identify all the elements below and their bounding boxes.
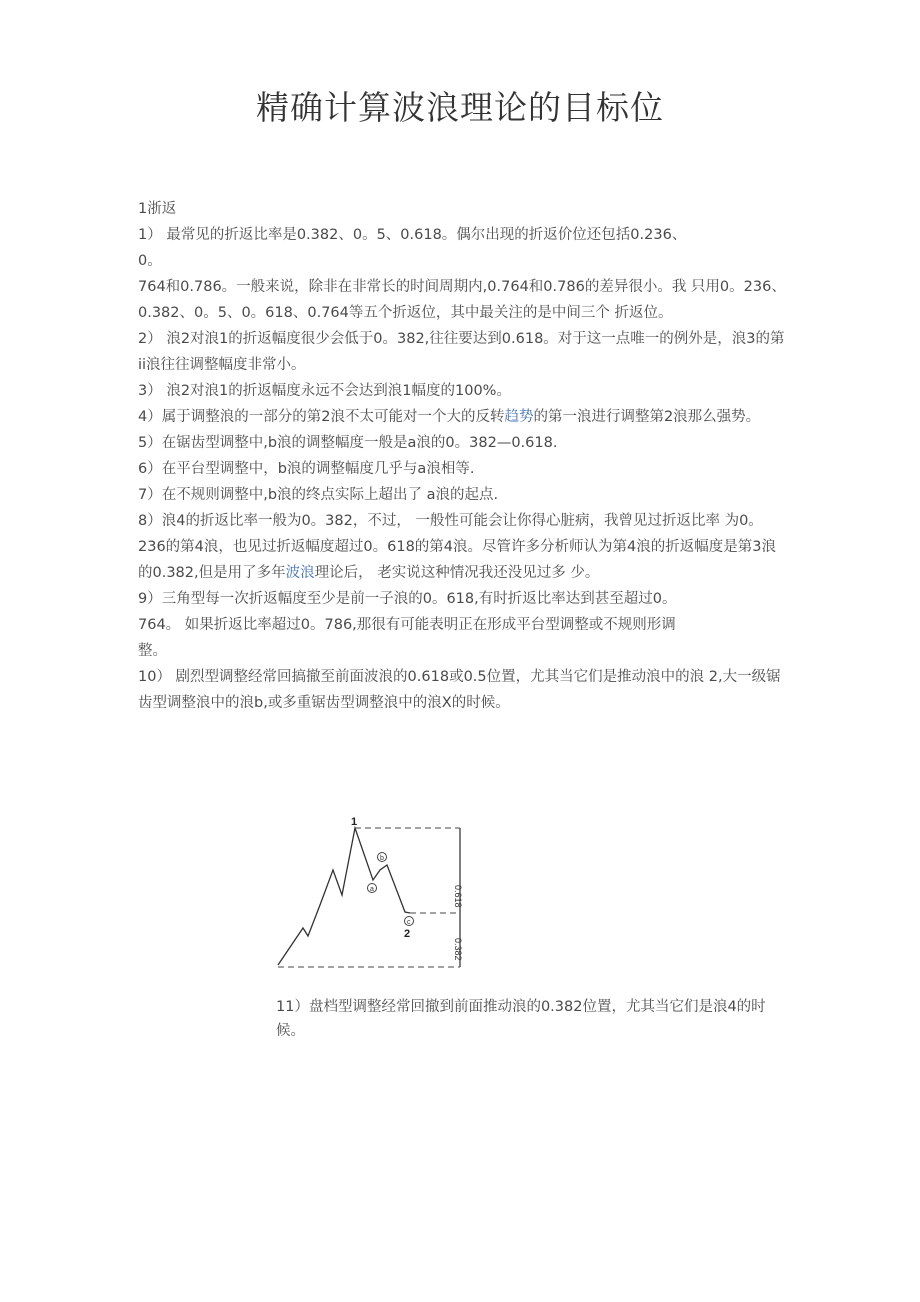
paragraph-8-post: 理论后， 老实说这种情况我还没见过多 少。: [314, 565, 600, 581]
document-body: [138, 196, 788, 716]
paragraph-4-post: 的第一浪进行调整第2浪那么强势。: [533, 409, 761, 425]
paragraph-2: 2） 浪2对浪1的折返幅度很少会低于0。382,往往要达到0.618。对于这一点唯一的例外是，浪3的第ii浪往往调整幅度非常小。: [138, 331, 785, 373]
paragraph-1c: 764和0.786。一般来说，除非在非常长的时间周期内,0.764和0.786的差异很小。我 只用0。236、0.382、0。5、0。618、0.764等五个折返位，其中最关注的是中间三个 折返位。: [138, 279, 786, 321]
page-title: 精确计算波浪理论的目标位: [256, 88, 664, 127]
wave-2-label: 2: [404, 928, 411, 940]
wave-c-label: c: [407, 919, 411, 926]
paragraph-9b: 764。 如果折返比率超过0。786,那很有可能表明正在形成平台型调整或不规则形调: [138, 617, 676, 633]
paragraph-1a: 1） 最常见的折返比率是0.382、0。5、0.618。偶尔出现的折返价位还包括0.236、: [138, 227, 687, 243]
paragraph-10: 10） 剧烈型调整经常回搞撤至前面波浪的0.618或0.5位置，尤其当它们是推动浪中的浪 2,大一级锯齿型调整浪中的浪b,或多重锯齿型调整浪中的浪X的时候。: [138, 669, 781, 711]
wave-line: [278, 828, 410, 965]
paragraph-3: 3） 浪2对浪1的折返幅度永远不会达到浪1幅度的100%。: [138, 383, 511, 399]
paragraph-7: 7）在不规则调整中,b浪的终点实际上超出了 a浪的起点.: [138, 487, 499, 503]
paragraph-4: [138, 404, 788, 430]
paragraph-8: [138, 508, 788, 586]
wave-b-label: b: [380, 855, 384, 862]
paragraph-6: 6）在平台型调整中，b浪的调整幅度几乎与a浪相等.: [138, 461, 475, 477]
wave-1-label: 1: [351, 816, 358, 828]
paragraph-4-pre: 4）属于调整浪的一部分的第2浪不太可能对一个大的反转: [138, 409, 505, 425]
paragraph-8-pre: 8）浪4的折返比率一般为0。382，不过， 一般性可能会让你得心脏病，我曾见过折返比率 为0。236的第4浪，也见过折返幅度超过0。618的第4浪。尽管许多分析师认为第4浪的折返幅度是第3浪的0.382,但是用了多年: [138, 513, 776, 581]
paragraph-9c: 整。: [138, 643, 167, 659]
section-heading: 1浙返: [138, 201, 177, 217]
paragraph-5: 5）在锯齿型调整中,b浪的调整幅度一般是a浪的0。382—0.618.: [138, 435, 558, 451]
wave-retracement-diagram: [275, 810, 475, 975]
wave-a-label: a: [370, 886, 374, 893]
trend-link[interactable]: 趋势: [504, 409, 534, 425]
paragraph-9a: 9）三角型每一次折返幅度至少是前一子浪的0。618,有时折返比率达到甚至超过0。: [138, 591, 677, 607]
wave-link[interactable]: 波浪: [285, 565, 315, 581]
ratio-0618-label: 0.618: [453, 885, 463, 908]
paragraph-1b: 0。: [138, 253, 162, 269]
ratio-0382-label: 0.382: [453, 938, 463, 961]
paragraph-11: 11）盘档型调整经常回撤到前面推动浪的0.382位置，尤其当它们是浪4的时候。: [276, 999, 766, 1039]
